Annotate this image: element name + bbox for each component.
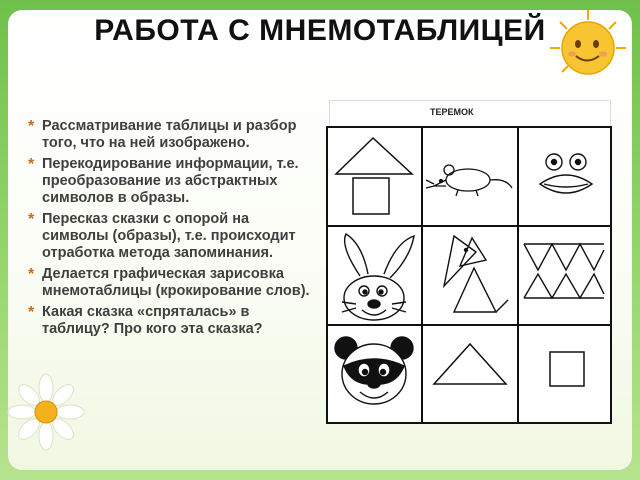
slide-title: РАБОТА С МНЕМОТАБЛИЦЕЙ (94, 14, 546, 47)
fox-icon (444, 236, 508, 312)
mnemotable-grid (326, 126, 612, 424)
bullet-item: * Перекодирование информации, т.е. преобразование из абстрактных символов в образы. (28, 156, 318, 207)
bullet-item: * Какая сказка «спряталась» в таблицу? Про кого эта сказка? (28, 304, 318, 338)
square-icon (550, 352, 584, 386)
bullet-item: * Пересказ сказки с опорой на символы (образы), т.е. происходит отработка метода запоминания. (28, 211, 318, 262)
mnemotable-title: ТЕРЕМОК (430, 107, 474, 117)
daisy-icon (6, 372, 86, 467)
mnemotable-drawing (326, 126, 612, 424)
triangle-icon (434, 344, 506, 384)
bullet-item: * Рассматривание таблицы и разбор того, что на ней изображено. (28, 118, 318, 152)
mouse-icon (426, 165, 512, 196)
bullet-list (28, 118, 318, 342)
zigzag-icon (524, 244, 604, 298)
frog-icon (540, 154, 592, 193)
mnemotable-header (329, 100, 611, 127)
mnemotable (326, 100, 612, 424)
house-icon (336, 138, 412, 214)
bullet-item: * Делается графическая зарисовка мнемотаблицы (крокирование слов). (28, 266, 318, 300)
hare-icon (342, 234, 414, 320)
bear-icon (335, 337, 413, 404)
